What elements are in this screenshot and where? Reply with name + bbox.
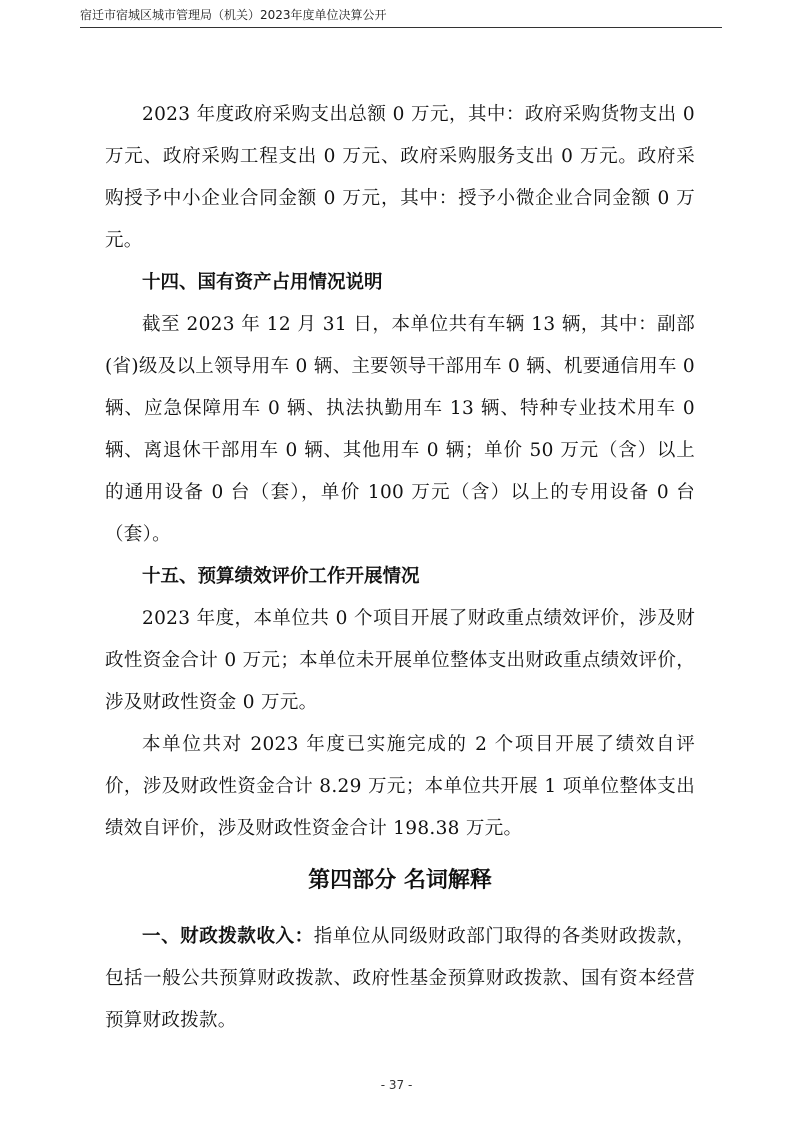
term-1-label: 一、财政拨款收入： [142,926,314,947]
term-1-paragraph [105,916,695,1042]
section-15-heading: 十五、预算绩效评价工作开展情况 [142,566,420,587]
procurement-paragraph: 2023 年度政府采购支出总额 0 万元，其中：政府采购货物支出 0 万元、政府采购工程支出 0 万元、政府采购服务支出 0 万元。政府采购授予中小企业合同金额 0 万元，其中：授予小微企业合同金额 0 万元。 [105,104,695,251]
document-body [105,94,695,1042]
term-1-definition: 指单位从同级财政部门取得的各类财政拨款，包括一般公共预算财政拨款、政府性基金预算财政拨款、国有资本经营预算财政拨款。 [105,926,695,1031]
page-number: - 37 - [380,1078,413,1092]
section-14-heading: 十四、国有资产占用情况说明 [142,272,383,293]
section-14-paragraph: 截至 2023 年 12 月 31 日，本单位共有车辆 13 辆，其中：副部(省)级及以上领导用车 0 辆、主要领导干部用车 0 辆、机要通信用车 0 辆、应急保障用车 0 辆、执法执勤用车 13 辆、特种专业技术用车 0 辆、离退休干部用车 0 辆、其他用车 0 辆；单价 50 万元（含）以上的通用设备 0 台（套），单价 100 万元（含）以上的专用设备 0 台（套）。 [105,314,695,545]
header-divider [80,27,722,28]
section-15-paragraph-1: 2023 年度，本单位共 0 个项目开展了财政重点绩效评价，涉及财政性资金合计 0 万元；本单位未开展单位整体支出财政重点绩效评价，涉及财政性资金 0 万元。 [105,608,695,713]
page-header: 宿迁市宿城区城市管理局（机关）2023年度单位决算公开 [80,8,387,22]
section-15-paragraph-2: 本单位共对 2023 年度已实施完成的 2 个项目开展了绩效自评价，涉及财政性资金合计 8.29 万元；本单位共开展 1 项单位整体支出绩效自评价，涉及财政性资金合计 198.38 万元。 [105,734,695,839]
part-4-title: 第四部分 名词解释 [308,868,492,893]
